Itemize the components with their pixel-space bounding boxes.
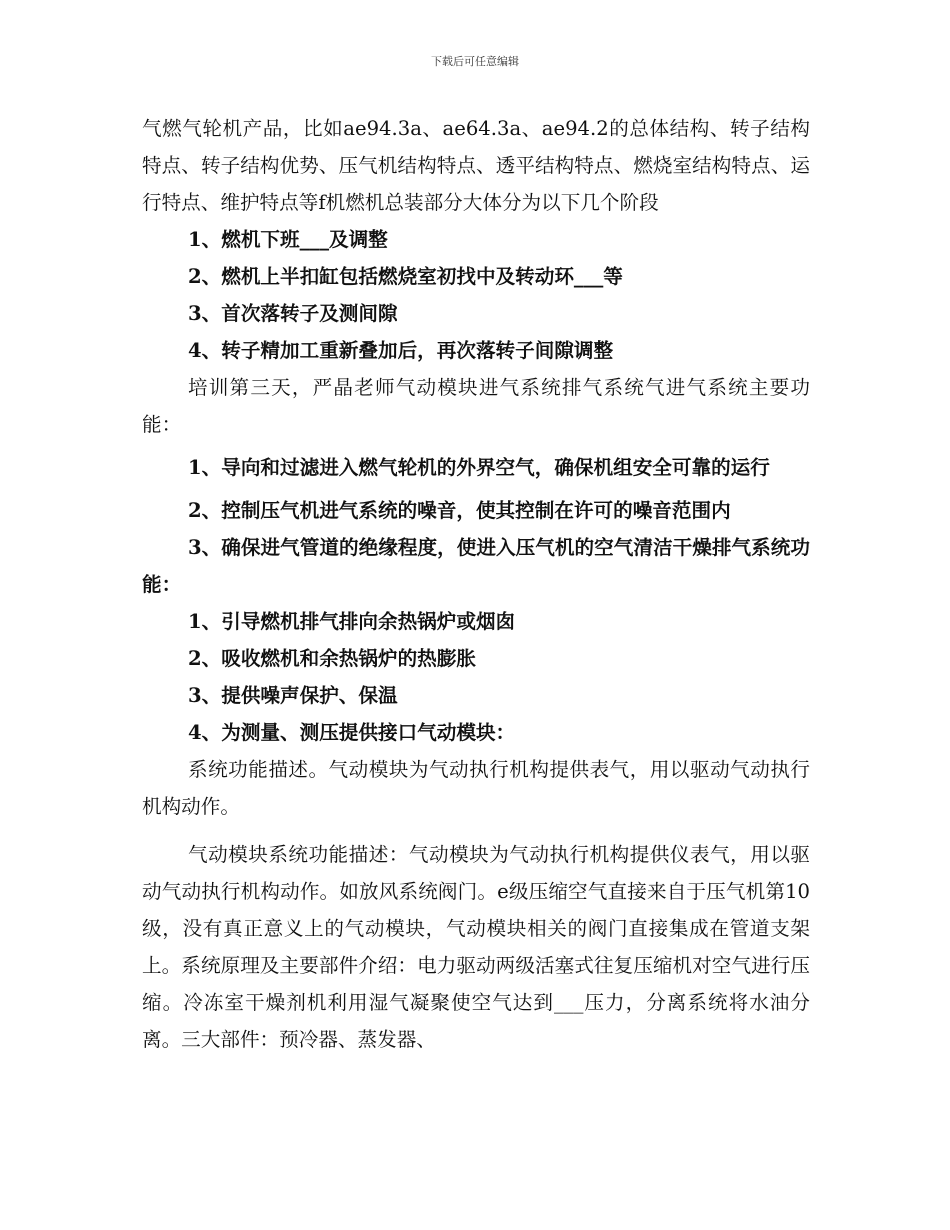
list-item-stage-3: 3、首次落转子及测间隙 (188, 302, 398, 325)
list-item-intake-1: 1、导向和过滤进入燃气轮机的外界空气，确保机组安全可靠的运行 (188, 456, 770, 479)
list-item-exhaust-3: 3、提供噪声保护、保温 (188, 684, 398, 707)
list-item-exhaust-1: 1、引导燃机排气排向余热锅炉或烟囱 (188, 610, 516, 633)
paragraph-intro: 气燃气轮机产品，比如ae94.3a、ae64.3a、ae94.2的总体结构、转子结构特点、转子结构优势、压气机结构特点、透平结构特点、燃烧室结构特点、运行特点、维护特点等f机燃机总装部分大体分为以下几个阶段 (142, 117, 810, 214)
list-item-intake-2: 2、控制压气机进气系统的噪音，使其控制在许可的噪音范围内 (188, 499, 731, 522)
paragraph-pneumatic-detail: 气动模块系统功能描述：气动模块为气动执行机构提供仪表气，用以驱动气动执行机构动作。如放风系统阀门。e级压缩空气直接来自于压气机第10级，没有真正意义上的气动模块，气动模块相关的阀门直接集成在管道支架上。系统原理及主要部件介绍：电力驱动两级活塞式往复压缩机对空气进行压缩。冷冻室干燥剂机利用湿气凝聚使空气达到___压力，分离系统将水油分离。三大部件：预冷器、蒸发器、 (142, 843, 810, 1051)
paragraph-day-three: 培训第三天，严晶老师气动模块进气系统排气系统气进气系统主要功能： (142, 376, 810, 436)
list-item-intake-3: 3、确保进气管道的绝缘程度，使进入压气机的空气清洁干燥排气系统功能： (142, 536, 810, 596)
document-body (142, 110, 810, 1058)
paragraph-pneumatic-brief: 系统功能描述。气动模块为气动执行机构提供表气，用以驱动气动执行机构动作。 (142, 758, 810, 818)
list-item-exhaust-4: 4、为测量、测压提供接口气动模块： (188, 721, 516, 744)
list-item-exhaust-2: 2、吸收燃机和余热锅炉的热膨胀 (188, 647, 476, 670)
list-item-stage-4: 4、转子精加工重新叠加后，再次落转子间隙调整 (188, 339, 614, 362)
list-item-stage-1: 1、燃机下班___及调整 (188, 228, 388, 251)
page-header: 下载后可任意编辑 (431, 55, 519, 68)
list-item-stage-2: 2、燃机上半扣缸包括燃烧室初找中及转动环___等 (188, 265, 623, 288)
